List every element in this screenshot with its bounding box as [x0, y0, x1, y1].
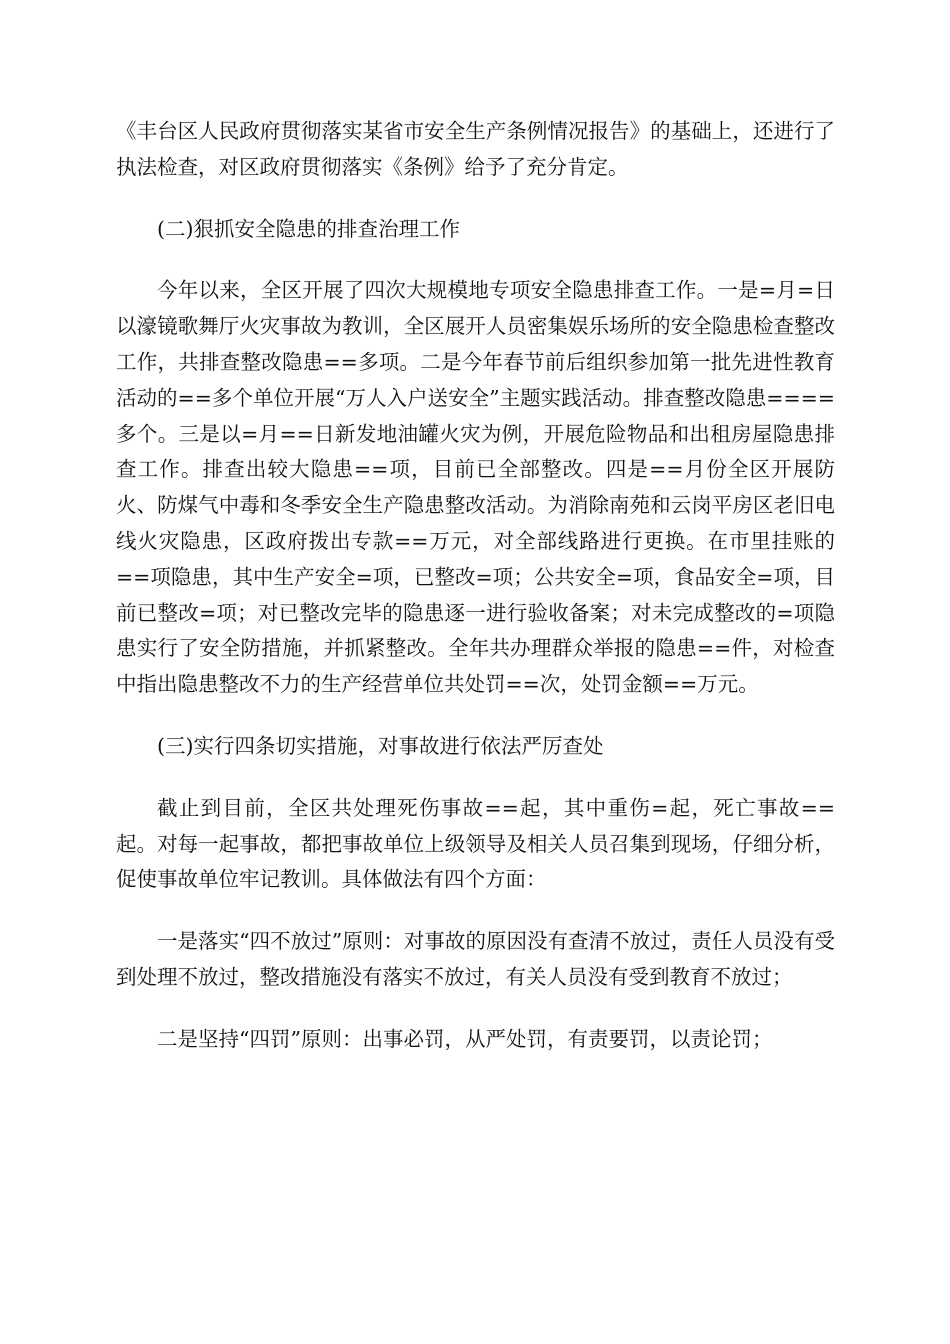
paragraph-hazard-investigation: 今年以来，全区开展了四次大规模地专项安全隐患排查工作。一是=月=日以濠镜歌舞厅火灾事故为教训，全区展开人员密集娱乐场所的安全隐患检查整改工作，共排查整改隐患==多项。二是今年春节前后组织参加第一批先进性教育活动的==多个单位开展“万人入户送安全”主题实践活动。排查整改隐患====多个。三是以=月==日新发地油罐火灾为例，开展危险物品和出租房屋隐患排查工作。排查出较大隐患==项，目前已全部整改。四是==月份全区开展防火、防煤气中毒和冬季安全生产隐患整改活动。为消除南苑和云岗平房区老旧电线火灾隐患，区政府拨出专款==万元，对全部线路进行更换。在市里挂账的==项隐患，其中生产安全=项，已整改=项；公共安全=项，食品安全=项，目前已整改=项；对已整改完毕的隐患逐一进行验收备案；对未完成整改的=项隐患实行了安全防措施，并抓紧整改。全年共办理群众举报的隐患==件，对检查中指出隐患整改不力的生产经营单位共处罚==次，处罚金额==万元。 — [116, 278, 835, 697]
section-heading-hazard-investigation: (二)狠抓安全隐患的排查治理工作 — [157, 216, 460, 241]
paragraph-report-continuation: 《丰台区人民政府贯彻落实某省市安全生产条例情况报告》的基础上，还进行了执法检查，对区政府贯彻落实《条例》给予了充分肯定。 — [116, 119, 835, 179]
document-page — [116, 114, 835, 1058]
paragraph-four-penalties: 二是坚持“四罚”原则：出事必罚，从严处罚，有责要罚，以责论罚； — [157, 1026, 773, 1051]
section-heading-accident-handling: (三)实行四条切实措施，对事故进行依法严厉查处 — [157, 733, 604, 758]
paragraph-four-not-let-go: 一是落实“四不放过”原则：对事故的原因没有查清不放过，责任人员没有受到处理不放过，整改措施没有落实不放过，有关人员没有受到教育不放过； — [116, 929, 835, 989]
paragraph-accident-summary: 截止到目前，全区共处理死伤事故==起，其中重伤=起，死亡事故==起。对每一起事故，都把事故单位上级领导及相关人员召集到现场，仔细分析，促使事故单位牢记教训。具体做法有四个方面： — [116, 795, 835, 892]
